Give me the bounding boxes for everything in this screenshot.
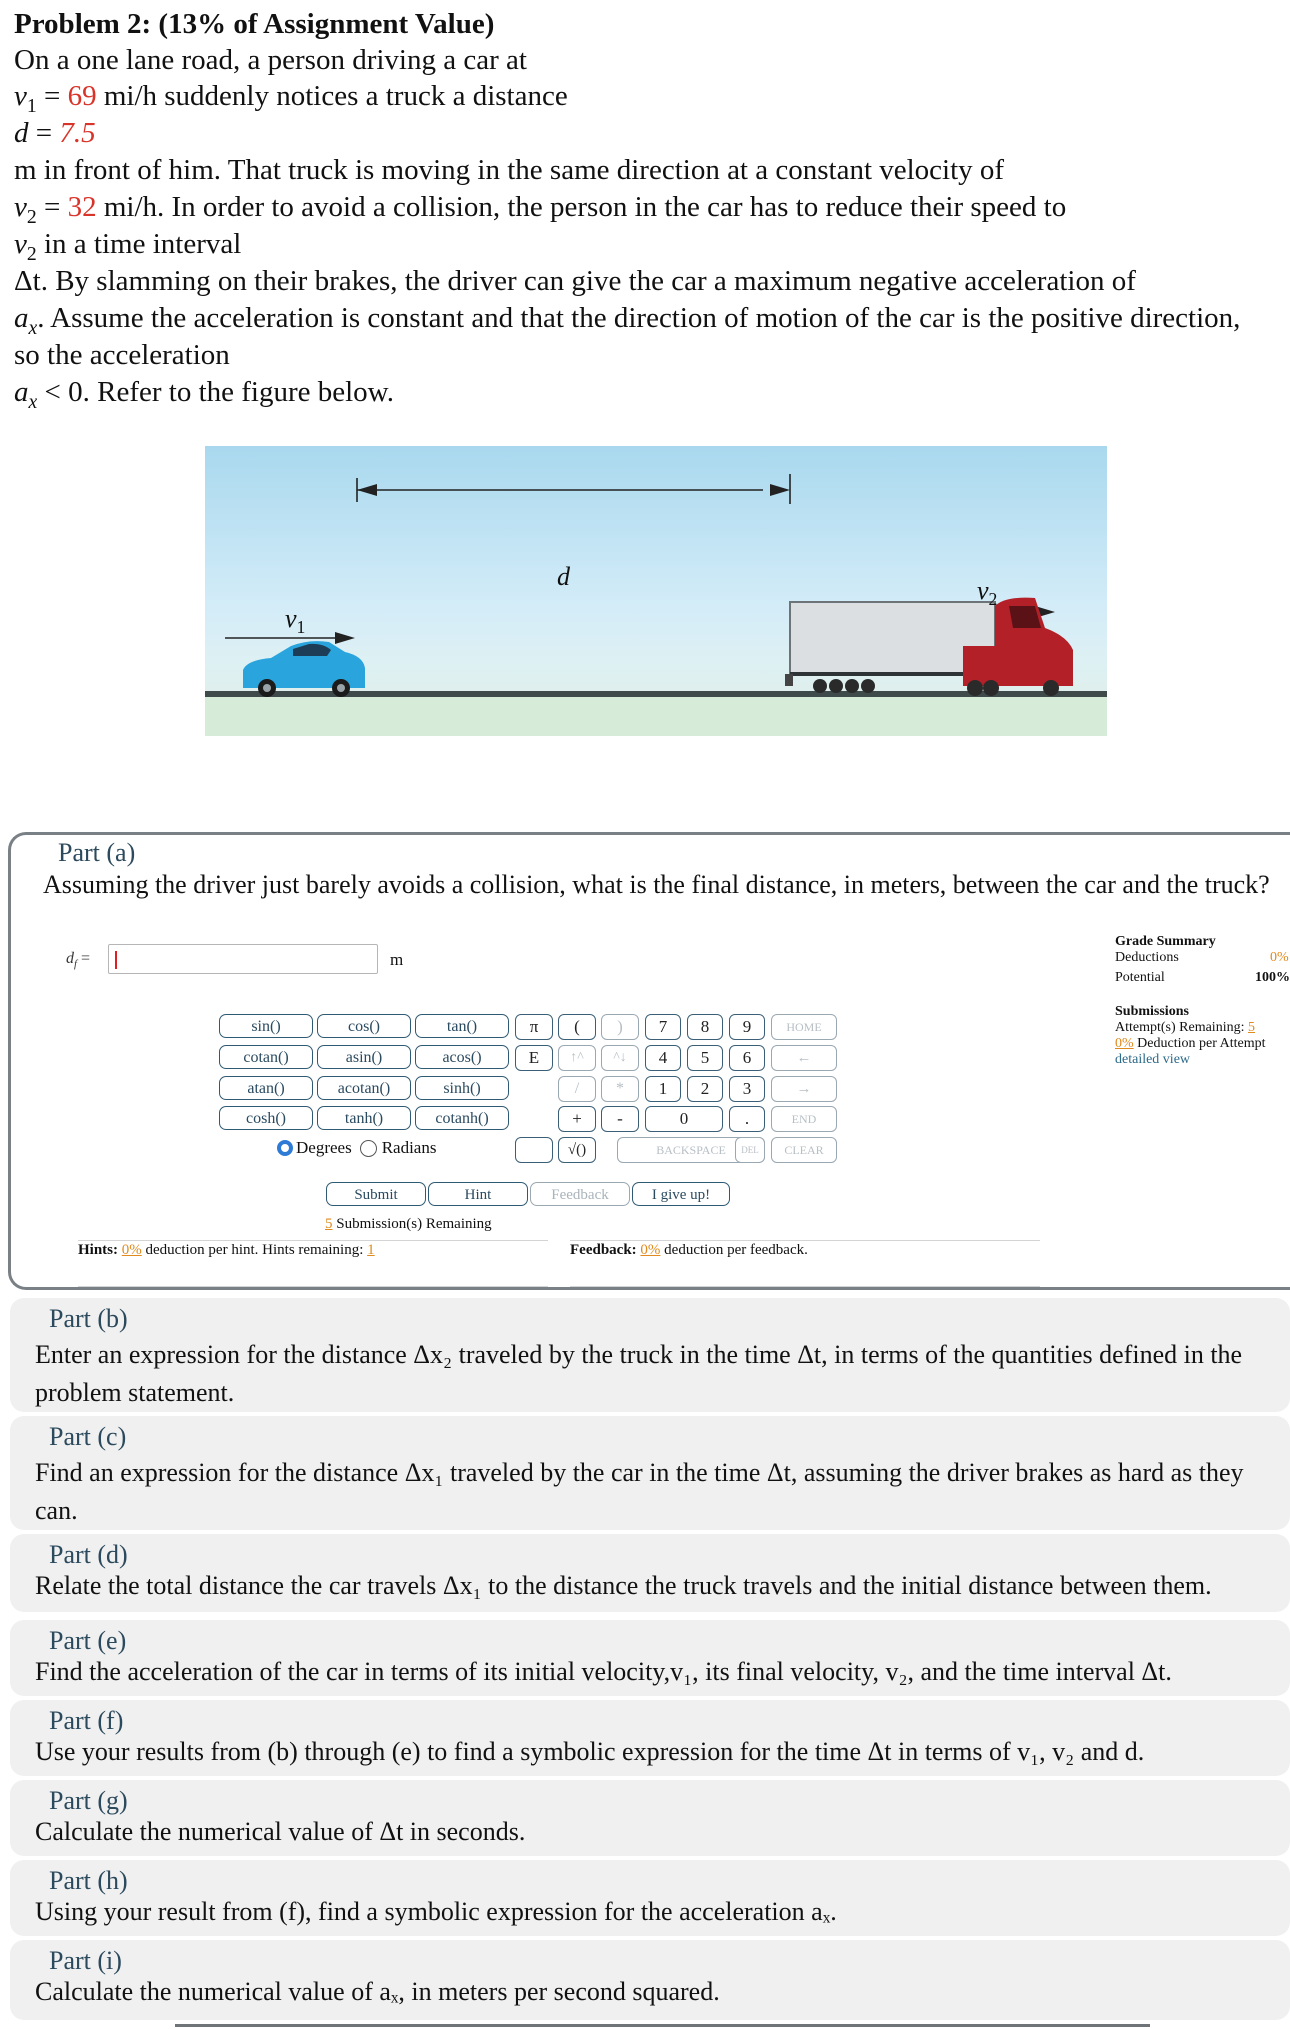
cotanh-button[interactable]: cotanh() (415, 1106, 509, 1130)
submissions-remaining: 5 Submission(s) Remaining (325, 1216, 492, 1232)
cotan-button[interactable]: cotan() (219, 1045, 313, 1069)
part-i-text: Calculate the numerical value of aₓ, in meters per second squared. (35, 1977, 720, 2006)
problem-line-8: so the acceleration (14, 339, 230, 371)
part-d-title: Part (d) (49, 1540, 128, 1569)
up-caret-key[interactable]: ↑^ (558, 1045, 596, 1071)
tan-button[interactable]: tan() (415, 1014, 509, 1038)
answer-label: $d_f$ = (66, 950, 91, 971)
acos-button[interactable]: acos() (415, 1045, 509, 1069)
home-key[interactable]: HOME (771, 1014, 837, 1040)
potential-value: 100% (1255, 970, 1290, 985)
v2-value: 32 (67, 191, 97, 223)
radians-label: Radians (381, 1138, 437, 1157)
key-4[interactable]: 4 (645, 1045, 681, 1071)
key-2[interactable]: 2 (687, 1076, 723, 1102)
feedback-divider (570, 1240, 1040, 1241)
part-g-text: Calculate the numerical value of Δt in seconds. (35, 1817, 526, 1846)
atan-button[interactable]: atan() (219, 1076, 313, 1100)
answer-input[interactable] (108, 944, 378, 974)
attempts-value: 5 (1247, 1020, 1255, 1035)
attempts-label: Attempt(s) Remaining: (1115, 1020, 1245, 1035)
submissions-title: Submissions (1115, 1004, 1189, 1019)
v1-value: 69 (67, 80, 97, 112)
detailed-view-link[interactable]: detailed view (1115, 1052, 1191, 1067)
part-h-box[interactable] (10, 1860, 1290, 1936)
multiply-key[interactable]: * (601, 1076, 639, 1102)
end-key[interactable]: END (771, 1106, 837, 1132)
part-b-text: Enter an expression for the distance Δx₂ traveled by the truck in the time Δt, in terms of the quantities defined in the problem statement. (35, 1340, 1243, 1407)
figure-d-label: d (557, 562, 570, 591)
e-key[interactable]: E (515, 1045, 553, 1071)
close-paren-key[interactable]: ) (601, 1014, 639, 1040)
part-a-question: Assuming the driver just barely avoids a collision, what is the final distance, in meters, between the car and the truck? (43, 870, 1270, 899)
problem-line-v1: $v_1 = 69$ mi/h suddenly notices a truck a distance (14, 80, 568, 117)
submit-button[interactable]: Submit (326, 1182, 426, 1206)
problem-line-3: m in front of him. That truck is moving in the same direction at a constant velocity of (14, 154, 1005, 186)
problem-line-9: $a_x < 0$. Refer to the figure below. (14, 376, 394, 413)
grade-summary (1115, 934, 1290, 1068)
problem-line-d: d = 7.5 (14, 117, 96, 149)
key-3[interactable]: 3 (729, 1076, 765, 1102)
decimal-key[interactable]: . (729, 1106, 765, 1132)
part-a-title: Part (a) (58, 838, 136, 867)
key-9[interactable]: 9 (729, 1014, 765, 1040)
problem-line-6: Δt. By slamming on their brakes, the driver can give the car a maximum negative acceleration of (14, 265, 1136, 297)
part-c-text: Find an expression for the distance Δx₁ traveled by the car in the time Δt, assuming the driver brakes as hard as they can. (35, 1458, 1244, 1525)
answer-unit: m (390, 950, 404, 969)
d-value: 7.5 (59, 117, 96, 149)
part-i-title: Part (i) (49, 1946, 122, 1975)
problem-figure (205, 446, 1107, 736)
degrees-label: Degrees (296, 1138, 352, 1157)
sin-button[interactable]: sin() (219, 1014, 313, 1038)
deductions-value: 0% (1270, 950, 1289, 965)
problem-line-v2: $v_2 = 32$ mi/h. In order to avoid a collision, the person in the car has to reduce their speed to (14, 191, 1067, 228)
key-1[interactable]: 1 (645, 1076, 681, 1102)
plus-key[interactable]: + (558, 1106, 596, 1132)
problem-line-5: $v_2$ in a time interval (14, 228, 242, 265)
part-f-text: Use your results from (b) through (e) to find a symbolic expression for the time Δt in terms of v₁, v₂ and d. (35, 1737, 1145, 1766)
tanh-button[interactable]: tanh() (317, 1106, 411, 1130)
give-up-button[interactable]: I give up! (632, 1182, 730, 1206)
part-e-title: Part (e) (49, 1626, 127, 1655)
minus-key[interactable]: - (601, 1106, 639, 1132)
part-g-box[interactable] (10, 1780, 1290, 1856)
del-key[interactable]: DEL (735, 1137, 765, 1163)
down-caret-key[interactable]: ^↓ (601, 1045, 639, 1071)
part-h-text: Using your result from (f), find a symbolic expression for the acceleration aₓ. (35, 1897, 837, 1926)
part-c-title: Part (c) (49, 1422, 127, 1451)
grade-summary-title: Grade Summary (1115, 934, 1216, 949)
part-e-box[interactable] (10, 1620, 1290, 1696)
potential-label: Potential (1115, 970, 1165, 985)
sqrt-key[interactable]: √() (558, 1137, 596, 1163)
part-b-box[interactable] (10, 1298, 1290, 1412)
cosh-button[interactable]: cosh() (219, 1106, 313, 1130)
problem-line-1: On a one lane road, a person driving a car at (14, 44, 527, 76)
divide-key[interactable]: / (558, 1076, 596, 1102)
truck-icon (785, 598, 1073, 696)
left-arrow-key[interactable]: ← (771, 1045, 837, 1071)
problem-line-7: $a_x$. Assume the acceleration is constant and that the direction of motion of the car is the positive direction, (14, 302, 1241, 339)
clear-key[interactable]: CLEAR (771, 1137, 837, 1163)
part-e-text: Find the acceleration of the car in terms of its initial velocity,v₁, its final velocity, v₂, and the time interval Δt. (35, 1657, 1172, 1686)
part-d-box[interactable] (10, 1534, 1290, 1612)
part-d-text: Relate the total distance the car travels Δx₁ to the distance the truck travels and the initial distance between them. (35, 1571, 1212, 1600)
right-arrow-key[interactable]: → (771, 1076, 837, 1102)
key-5[interactable]: 5 (687, 1045, 723, 1071)
attempt-deduction-label: Deduction per Attempt (1137, 1036, 1266, 1051)
asin-button[interactable]: asin() (317, 1045, 411, 1069)
key-8[interactable]: 8 (687, 1014, 723, 1040)
acotan-button[interactable]: acotan() (317, 1076, 411, 1100)
pi-key[interactable]: π (515, 1014, 553, 1040)
angle-mode-group (277, 1138, 436, 1158)
car-icon (243, 641, 365, 697)
sinh-button[interactable]: sinh() (415, 1076, 509, 1100)
feedback-info: Feedback: 0% deduction per feedback. (570, 1242, 808, 1258)
backspace-key[interactable]: BACKSPACE (617, 1137, 765, 1163)
blank-key[interactable] (515, 1137, 553, 1163)
degrees-radio[interactable] (277, 1140, 293, 1156)
part-h-title: Part (h) (49, 1866, 128, 1895)
distance-d-arrow (357, 474, 790, 504)
key-6[interactable]: 6 (729, 1045, 765, 1071)
part-i-box[interactable] (10, 1940, 1290, 2020)
text-cursor (115, 951, 117, 969)
deductions-label: Deductions (1115, 950, 1179, 965)
problem-title: Problem 2: (13% of Assignment Value) (14, 8, 495, 40)
key-7[interactable]: 7 (645, 1014, 681, 1040)
part-f-title: Part (f) (49, 1706, 124, 1735)
part-f-box[interactable] (10, 1700, 1290, 1776)
figure-v2-label: $v_2$ (977, 576, 998, 610)
part-g-title: Part (g) (49, 1786, 128, 1815)
part-c-box[interactable] (10, 1416, 1290, 1530)
part-b-title: Part (b) (49, 1304, 128, 1333)
hint-button[interactable]: Hint (428, 1182, 528, 1206)
cos-button[interactable]: cos() (317, 1014, 411, 1038)
hints-bottom-divider (78, 1286, 548, 1287)
feedback-bottom-divider (570, 1286, 1040, 1287)
key-0[interactable]: 0 (645, 1106, 723, 1132)
footer-rule (175, 2024, 1150, 2027)
hints-info: Hints: 0% deduction per hint. Hints remaining: 1 (78, 1242, 375, 1258)
figure-v1-label: $v_1$ (285, 604, 306, 638)
open-paren-key[interactable]: ( (558, 1014, 596, 1040)
attempt-deduction-pct: 0% (1115, 1036, 1134, 1051)
feedback-button[interactable]: Feedback (530, 1182, 630, 1206)
hints-divider (78, 1240, 548, 1241)
radians-radio[interactable] (360, 1140, 377, 1157)
